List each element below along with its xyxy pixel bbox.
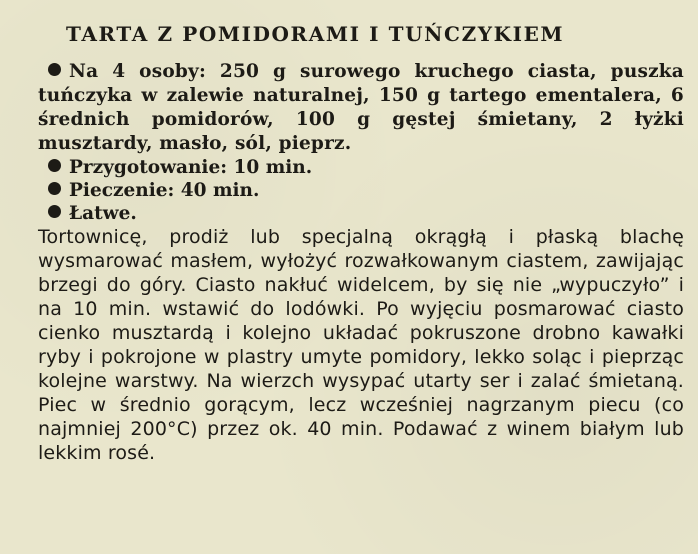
ingredients-paragraph — [38, 60, 684, 156]
prep-time-line — [38, 156, 684, 179]
difficulty-line — [38, 202, 684, 225]
bullet-icon — [48, 159, 61, 172]
bullet-icon — [48, 182, 61, 195]
difficulty-text: Łatwe. — [69, 203, 137, 224]
recipe-title: TARTA Z POMIDORAMI I TUŃCZYKIEM — [66, 22, 565, 46]
ingredients-text: Na 4 osoby: 250 g surowego kruchego ciasta, puszka tuńczyka w zalewie naturalnej, 150 g tartego ementalera, 6 średnich pomidorów, 100 g gęstej śmietany, 2 łyżki musztardy, masło, sól, pieprz. — [38, 61, 684, 154]
bullet-icon — [48, 63, 61, 76]
instructions-paragraph: Tortownicę, prodiż lub specjalną okrągłą i płaską blachę wysmarować masłem, wyłożyć rozwałkowanym ciastem, zawijając brzegi do góry. Ciasto nakłuć widelcem, by się nie „wypuczyło” i na 10 min. wstawić do lodówki. Po wyjęciu posmarować ciasto cienko musztardą i kolejno układać pokruszone drobno kawałki ryby i pokrojone w plastry umyte pomidory, lekko soląc i pieprząc kolejne warstwy. Na wierzch wysypać utarty ser i zalać śmietaną. Piec w średnio gorącym, lecz wcześniej nagrzanym piecu (co najmniej 200°C) przez ok. 40 min. Podawać z winem białym lub lekkim rosé. — [38, 226, 684, 464]
prep-time-text: Przygotowanie: 10 min. — [69, 157, 313, 178]
bake-time-line — [38, 179, 684, 202]
bullet-icon — [48, 205, 61, 218]
bake-time-text: Pieczenie: 40 min. — [69, 180, 260, 201]
